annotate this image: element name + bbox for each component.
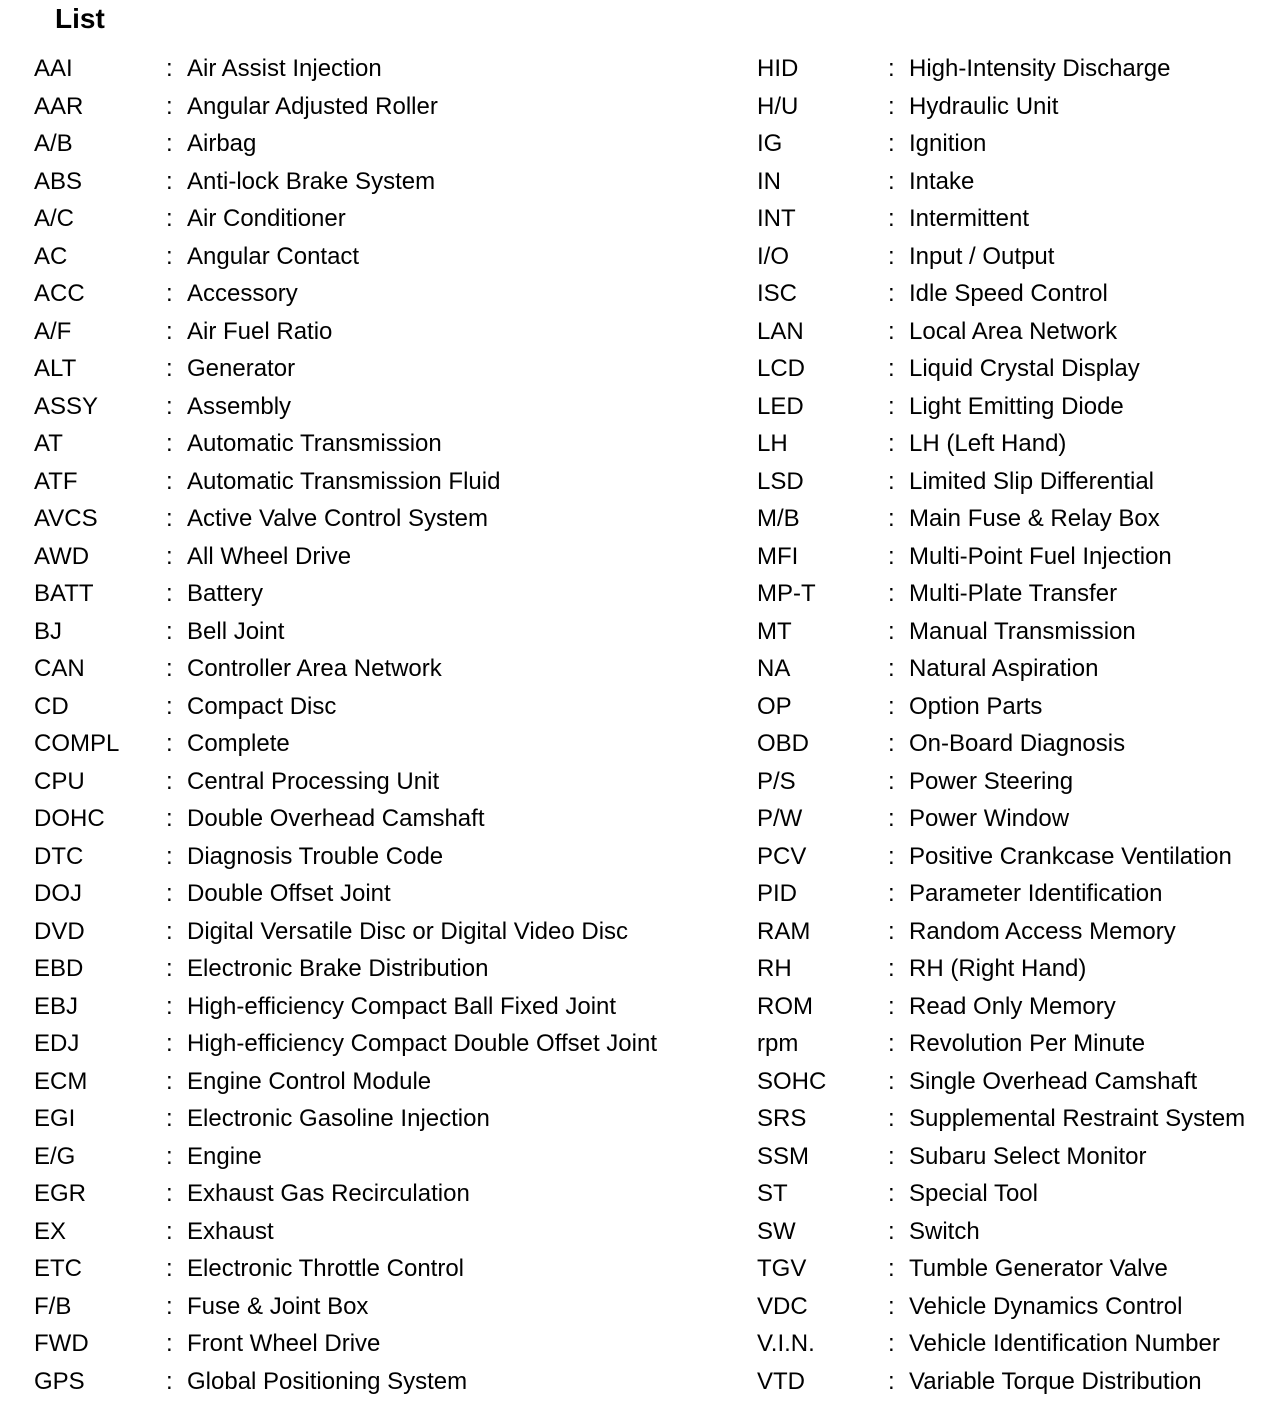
abbreviation: F/B bbox=[34, 1292, 72, 1320]
abbreviation: CD bbox=[34, 692, 69, 720]
abbreviation: ASSY bbox=[34, 392, 99, 420]
list-item bbox=[34, 425, 734, 463]
definition: Digital Versatile Disc or Digital Video Disc bbox=[187, 917, 629, 945]
separator-colon: : bbox=[166, 1217, 173, 1245]
separator-colon: : bbox=[166, 317, 173, 345]
separator-colon: : bbox=[888, 655, 895, 682]
list-item bbox=[34, 613, 734, 651]
definition: High-Intensity Discharge bbox=[909, 55, 1171, 82]
list-item bbox=[34, 125, 734, 163]
definition: Double Overhead Camshaft bbox=[187, 805, 485, 832]
abbreviation: ETC bbox=[34, 1255, 82, 1282]
separator-colon: : bbox=[166, 842, 173, 870]
abbreviation: GPS bbox=[34, 1367, 85, 1395]
separator-colon: : bbox=[166, 1330, 173, 1357]
abbreviation: INT bbox=[757, 205, 796, 232]
abbreviation: V.I.N. bbox=[757, 1330, 815, 1357]
abbreviation: EGI bbox=[34, 1105, 76, 1132]
list-item bbox=[34, 1100, 734, 1138]
abbreviation: E/G bbox=[34, 1142, 76, 1170]
definition: Global Positioning System bbox=[187, 1367, 468, 1395]
separator-colon: : bbox=[166, 580, 173, 607]
definition: Parameter Identification bbox=[909, 880, 1163, 907]
separator-colon: : bbox=[888, 1067, 895, 1095]
list-item bbox=[757, 1250, 1277, 1288]
list-item bbox=[757, 725, 1277, 763]
list-item bbox=[34, 1363, 734, 1401]
separator-colon: : bbox=[166, 692, 173, 720]
list-item bbox=[34, 313, 734, 351]
definition: Tumble Generator Valve bbox=[909, 1255, 1168, 1282]
abbreviation: ABS bbox=[34, 167, 83, 195]
abbreviation: LH bbox=[757, 430, 788, 457]
list-item bbox=[757, 1100, 1277, 1138]
list-item bbox=[757, 800, 1277, 838]
list-item bbox=[34, 1025, 734, 1063]
abbreviation: AT bbox=[34, 430, 63, 457]
separator-colon: : bbox=[888, 317, 895, 345]
list-item bbox=[34, 950, 734, 988]
separator-colon: : bbox=[888, 880, 895, 907]
abbreviation: IG bbox=[757, 130, 783, 157]
abbreviation: IN bbox=[757, 167, 781, 195]
abbreviation: ATF bbox=[34, 467, 78, 495]
list-item bbox=[757, 1063, 1277, 1101]
abbreviation: CAN bbox=[34, 655, 85, 682]
definition: Special Tool bbox=[909, 1180, 1038, 1207]
definition: Electronic Throttle Control bbox=[187, 1255, 465, 1282]
definition: RH (Right Hand) bbox=[909, 955, 1087, 982]
definition: High-efficiency Compact Ball Fixed Joint bbox=[187, 992, 617, 1020]
list-item bbox=[34, 575, 734, 613]
list-item bbox=[757, 388, 1277, 426]
separator-colon: : bbox=[888, 1255, 895, 1282]
abbreviation: VTD bbox=[757, 1367, 805, 1395]
list-item bbox=[757, 1175, 1277, 1213]
definition: Electronic Gasoline Injection bbox=[187, 1105, 490, 1132]
abbreviation: OP bbox=[757, 692, 792, 720]
definition: Variable Torque Distribution bbox=[909, 1367, 1202, 1395]
abbreviation: SOHC bbox=[757, 1067, 827, 1095]
list-item bbox=[757, 200, 1277, 238]
definition: Compact Disc bbox=[187, 692, 337, 720]
separator-colon: : bbox=[888, 617, 895, 645]
separator-colon: : bbox=[166, 355, 173, 382]
definition: Multi-Plate Transfer bbox=[909, 580, 1118, 607]
abbreviation: SRS bbox=[757, 1105, 807, 1132]
definition: Battery bbox=[187, 580, 264, 607]
separator-colon: : bbox=[166, 280, 173, 307]
list-item bbox=[34, 500, 734, 538]
list-item bbox=[757, 1325, 1277, 1363]
list-item bbox=[757, 1288, 1277, 1326]
list-item bbox=[34, 1063, 734, 1101]
abbreviation: CPU bbox=[34, 767, 85, 795]
separator-colon: : bbox=[888, 205, 895, 232]
list-item bbox=[34, 988, 734, 1026]
definition: Input / Output bbox=[909, 242, 1055, 270]
definition: Assembly bbox=[187, 392, 292, 420]
separator-colon: : bbox=[166, 767, 173, 795]
list-item bbox=[34, 913, 734, 951]
abbreviation: LSD bbox=[757, 467, 804, 495]
separator-colon: : bbox=[166, 880, 173, 907]
separator-colon: : bbox=[166, 55, 173, 82]
definition: Controller Area Network bbox=[187, 655, 442, 682]
definition: Active Valve Control System bbox=[187, 505, 488, 532]
abbreviation: TGV bbox=[757, 1255, 807, 1282]
list-item bbox=[757, 275, 1277, 313]
separator-colon: : bbox=[166, 1030, 173, 1057]
separator-colon: : bbox=[888, 505, 895, 532]
separator-colon: : bbox=[166, 467, 173, 495]
abbreviation: P/S bbox=[757, 767, 796, 795]
definition: Automatic Transmission Fluid bbox=[187, 467, 501, 495]
list-item bbox=[757, 50, 1277, 88]
list-item bbox=[757, 350, 1277, 388]
definition: Generator bbox=[187, 355, 296, 382]
definition: Vehicle Dynamics Control bbox=[909, 1292, 1183, 1320]
list-item bbox=[757, 538, 1277, 576]
separator-colon: : bbox=[166, 505, 173, 532]
separator-colon: : bbox=[888, 1330, 895, 1357]
definition: Single Overhead Camshaft bbox=[909, 1067, 1198, 1095]
abbreviation: EBD bbox=[34, 955, 84, 982]
separator-colon: : bbox=[888, 992, 895, 1020]
definition: Power Window bbox=[909, 805, 1070, 832]
separator-colon: : bbox=[166, 130, 173, 157]
abbreviation: FWD bbox=[34, 1330, 89, 1357]
list-item bbox=[757, 88, 1277, 126]
separator-colon: : bbox=[166, 617, 173, 645]
abbreviation: EDJ bbox=[34, 1030, 80, 1057]
separator-colon: : bbox=[888, 805, 895, 832]
separator-colon: : bbox=[166, 430, 173, 457]
abbreviation: MP-T bbox=[757, 580, 816, 607]
separator-colon: : bbox=[888, 1105, 895, 1132]
abbreviation: PID bbox=[757, 880, 798, 907]
abbreviation: M/B bbox=[757, 505, 800, 532]
abbreviation: LED bbox=[757, 392, 804, 420]
separator-colon: : bbox=[166, 205, 173, 232]
definition: Accessory bbox=[187, 280, 298, 307]
definition: Intake bbox=[909, 167, 975, 195]
list-item bbox=[757, 238, 1277, 276]
separator-colon: : bbox=[166, 167, 173, 195]
abbreviation: DTC bbox=[34, 842, 84, 870]
abbreviation: AAI bbox=[34, 55, 73, 82]
abbreviation: MFI bbox=[757, 542, 799, 570]
definition: All Wheel Drive bbox=[187, 542, 352, 570]
definition: Option Parts bbox=[909, 692, 1043, 720]
separator-colon: : bbox=[166, 955, 173, 982]
list-item bbox=[757, 688, 1277, 726]
separator-colon: : bbox=[166, 92, 173, 120]
separator-colon: : bbox=[888, 467, 895, 495]
abbreviation: AWD bbox=[34, 542, 90, 570]
definition: Supplemental Restraint System bbox=[909, 1105, 1246, 1132]
separator-colon: : bbox=[888, 542, 895, 570]
list-item bbox=[34, 275, 734, 313]
abbreviation: EX bbox=[34, 1217, 67, 1245]
definition: Angular Contact bbox=[187, 242, 360, 270]
abbreviation: ECM bbox=[34, 1067, 88, 1095]
page-title: List bbox=[55, 3, 105, 34]
list-item bbox=[34, 688, 734, 726]
definition: Positive Crankcase Ventilation bbox=[909, 842, 1232, 870]
definition: Exhaust Gas Recirculation bbox=[187, 1180, 470, 1207]
list-item bbox=[34, 875, 734, 913]
abbreviation: DOHC bbox=[34, 805, 105, 832]
definition: Liquid Crystal Display bbox=[909, 355, 1140, 382]
separator-colon: : bbox=[166, 392, 173, 420]
list-item bbox=[34, 838, 734, 876]
separator-colon: : bbox=[166, 1067, 173, 1095]
abbreviation: ROM bbox=[757, 992, 813, 1020]
list-item bbox=[34, 1325, 734, 1363]
list-item bbox=[34, 50, 734, 88]
separator-colon: : bbox=[888, 430, 895, 457]
definition: Read Only Memory bbox=[909, 992, 1116, 1020]
separator-colon: : bbox=[166, 1255, 173, 1282]
abbreviation: DOJ bbox=[34, 880, 82, 907]
separator-colon: : bbox=[888, 242, 895, 270]
abbreviation: BATT bbox=[34, 580, 94, 607]
separator-colon: : bbox=[888, 730, 895, 757]
definition: Power Steering bbox=[909, 767, 1074, 795]
list-item bbox=[34, 650, 734, 688]
separator-colon: : bbox=[888, 392, 895, 420]
separator-colon: : bbox=[166, 805, 173, 832]
list-item bbox=[757, 1213, 1277, 1251]
separator-colon: : bbox=[166, 1367, 173, 1395]
abbreviation: RAM bbox=[757, 917, 811, 945]
abbreviation: LAN bbox=[757, 317, 804, 345]
definition: Air Conditioner bbox=[187, 205, 346, 232]
abbreviation: EBJ bbox=[34, 992, 79, 1020]
list-item bbox=[757, 913, 1277, 951]
definition: Central Processing Unit bbox=[187, 767, 440, 795]
list-item bbox=[757, 1363, 1277, 1401]
definition: Diagnosis Trouble Code bbox=[187, 842, 444, 870]
abbreviation: DVD bbox=[34, 917, 85, 945]
abbreviation: PCV bbox=[757, 842, 807, 870]
list-item bbox=[757, 313, 1277, 351]
definition: Limited Slip Differential bbox=[909, 467, 1155, 495]
abbreviation: AVCS bbox=[34, 505, 98, 532]
list-item bbox=[34, 200, 734, 238]
separator-colon: : bbox=[888, 355, 895, 382]
definition: Air Fuel Ratio bbox=[187, 317, 333, 345]
separator-colon: : bbox=[888, 1217, 895, 1245]
separator-colon: : bbox=[166, 1105, 173, 1132]
list-item bbox=[34, 1250, 734, 1288]
abbreviation: LCD bbox=[757, 355, 806, 382]
list-item bbox=[34, 800, 734, 838]
separator-colon: : bbox=[166, 542, 173, 570]
definition: LH (Left Hand) bbox=[909, 430, 1067, 457]
definition: Manual Transmission bbox=[909, 617, 1136, 645]
list-item bbox=[757, 425, 1277, 463]
definition: Light Emitting Diode bbox=[909, 392, 1124, 420]
abbreviation-list-right bbox=[757, 50, 1277, 1400]
list-item bbox=[34, 163, 734, 201]
separator-colon: : bbox=[166, 992, 173, 1020]
list-item bbox=[757, 163, 1277, 201]
definition: Vehicle Identification Number bbox=[909, 1330, 1220, 1357]
abbreviation: ACC bbox=[34, 280, 85, 307]
definition: Anti-lock Brake System bbox=[187, 167, 436, 195]
separator-colon: : bbox=[166, 655, 173, 682]
separator-colon: : bbox=[166, 1180, 173, 1207]
abbreviation: A/F bbox=[34, 317, 72, 345]
definition: Local Area Network bbox=[909, 317, 1118, 345]
definition: Engine Control Module bbox=[187, 1067, 432, 1095]
separator-colon: : bbox=[888, 1030, 895, 1057]
definition: Multi-Point Fuel Injection bbox=[909, 542, 1172, 570]
separator-colon: : bbox=[166, 917, 173, 945]
abbreviation: SSM bbox=[757, 1142, 810, 1170]
definition: Exhaust bbox=[187, 1217, 274, 1245]
abbreviation: A/B bbox=[34, 130, 73, 157]
separator-colon: : bbox=[888, 955, 895, 982]
abbreviation: EGR bbox=[34, 1180, 87, 1207]
abbreviation: COMPL bbox=[34, 730, 120, 757]
definition: Automatic Transmission bbox=[187, 430, 442, 457]
list-item bbox=[34, 1288, 734, 1326]
separator-colon: : bbox=[888, 1180, 895, 1207]
abbreviation: rpm bbox=[757, 1030, 799, 1057]
abbreviation: BJ bbox=[34, 617, 63, 645]
separator-colon: : bbox=[888, 130, 895, 157]
list-item bbox=[34, 1138, 734, 1176]
abbreviation: AAR bbox=[34, 92, 84, 120]
definition: Natural Aspiration bbox=[909, 655, 1099, 682]
abbreviation: H/U bbox=[757, 92, 799, 120]
list-item bbox=[757, 575, 1277, 613]
separator-colon: : bbox=[888, 55, 895, 82]
definition: Angular Adjusted Roller bbox=[187, 92, 438, 120]
abbreviation: ST bbox=[757, 1180, 788, 1207]
separator-colon: : bbox=[888, 280, 895, 307]
separator-colon: : bbox=[888, 167, 895, 195]
abbreviation: P/W bbox=[757, 805, 803, 832]
list-item bbox=[757, 950, 1277, 988]
list-item bbox=[34, 388, 734, 426]
definition: Subaru Select Monitor bbox=[909, 1142, 1147, 1170]
definition: Double Offset Joint bbox=[187, 880, 391, 907]
definition: Electronic Brake Distribution bbox=[187, 955, 489, 982]
list-item bbox=[34, 1213, 734, 1251]
separator-colon: : bbox=[888, 842, 895, 870]
separator-colon: : bbox=[888, 767, 895, 795]
separator-colon: : bbox=[888, 917, 895, 945]
definition: Front Wheel Drive bbox=[187, 1330, 381, 1357]
abbreviation: SW bbox=[757, 1217, 796, 1245]
list-item bbox=[757, 988, 1277, 1026]
abbreviation: AC bbox=[34, 242, 68, 270]
definition: Main Fuse & Relay Box bbox=[909, 505, 1160, 532]
list-item bbox=[757, 838, 1277, 876]
abbreviation: OBD bbox=[757, 730, 810, 757]
list-item bbox=[34, 725, 734, 763]
list-item bbox=[34, 1175, 734, 1213]
separator-colon: : bbox=[166, 730, 173, 757]
separator-colon: : bbox=[166, 1292, 173, 1320]
list-item bbox=[34, 763, 734, 801]
abbreviation: I/O bbox=[757, 242, 790, 270]
separator-colon: : bbox=[888, 1367, 895, 1395]
abbreviation: A/C bbox=[34, 205, 75, 232]
abbreviation: MT bbox=[757, 617, 792, 645]
separator-colon: : bbox=[888, 692, 895, 720]
definition: Bell Joint bbox=[187, 617, 285, 645]
definition: Intermittent bbox=[909, 205, 1030, 232]
list-item bbox=[757, 500, 1277, 538]
list-item bbox=[34, 88, 734, 126]
separator-colon: : bbox=[888, 92, 895, 120]
abbreviation: ISC bbox=[757, 280, 798, 307]
list-item bbox=[757, 463, 1277, 501]
list-item bbox=[34, 463, 734, 501]
separator-colon: : bbox=[888, 1142, 895, 1170]
definition: Fuse & Joint Box bbox=[187, 1292, 369, 1320]
list-item bbox=[757, 125, 1277, 163]
list-item bbox=[34, 350, 734, 388]
definition: Engine bbox=[187, 1142, 262, 1170]
definition: Airbag bbox=[187, 130, 257, 157]
definition: Complete bbox=[187, 730, 290, 757]
separator-colon: : bbox=[166, 1142, 173, 1170]
abbreviation: RH bbox=[757, 955, 792, 982]
separator-colon: : bbox=[166, 242, 173, 270]
definition: Idle Speed Control bbox=[909, 280, 1108, 307]
abbreviation: ALT bbox=[34, 355, 77, 382]
abbreviation-list-left bbox=[34, 50, 734, 1400]
definition: Ignition bbox=[909, 130, 987, 157]
separator-colon: : bbox=[888, 580, 895, 607]
abbreviation: VDC bbox=[757, 1292, 808, 1320]
list-item bbox=[757, 763, 1277, 801]
definition: Switch bbox=[909, 1217, 980, 1245]
separator-colon: : bbox=[888, 1292, 895, 1320]
definition: High-efficiency Compact Double Offset Joint bbox=[187, 1030, 658, 1057]
list-item bbox=[757, 1138, 1277, 1176]
abbreviation: HID bbox=[757, 55, 799, 82]
abbreviation: NA bbox=[757, 655, 791, 682]
list-item bbox=[34, 238, 734, 276]
definition: Revolution Per Minute bbox=[909, 1030, 1146, 1057]
list-item bbox=[757, 613, 1277, 651]
list-item bbox=[757, 650, 1277, 688]
list-item bbox=[757, 875, 1277, 913]
definition: On-Board Diagnosis bbox=[909, 730, 1126, 757]
definition: Random Access Memory bbox=[909, 917, 1176, 945]
list-item bbox=[757, 1025, 1277, 1063]
definition: Air Assist Injection bbox=[187, 55, 382, 82]
list-item bbox=[34, 538, 734, 576]
definition: Hydraulic Unit bbox=[909, 92, 1059, 120]
